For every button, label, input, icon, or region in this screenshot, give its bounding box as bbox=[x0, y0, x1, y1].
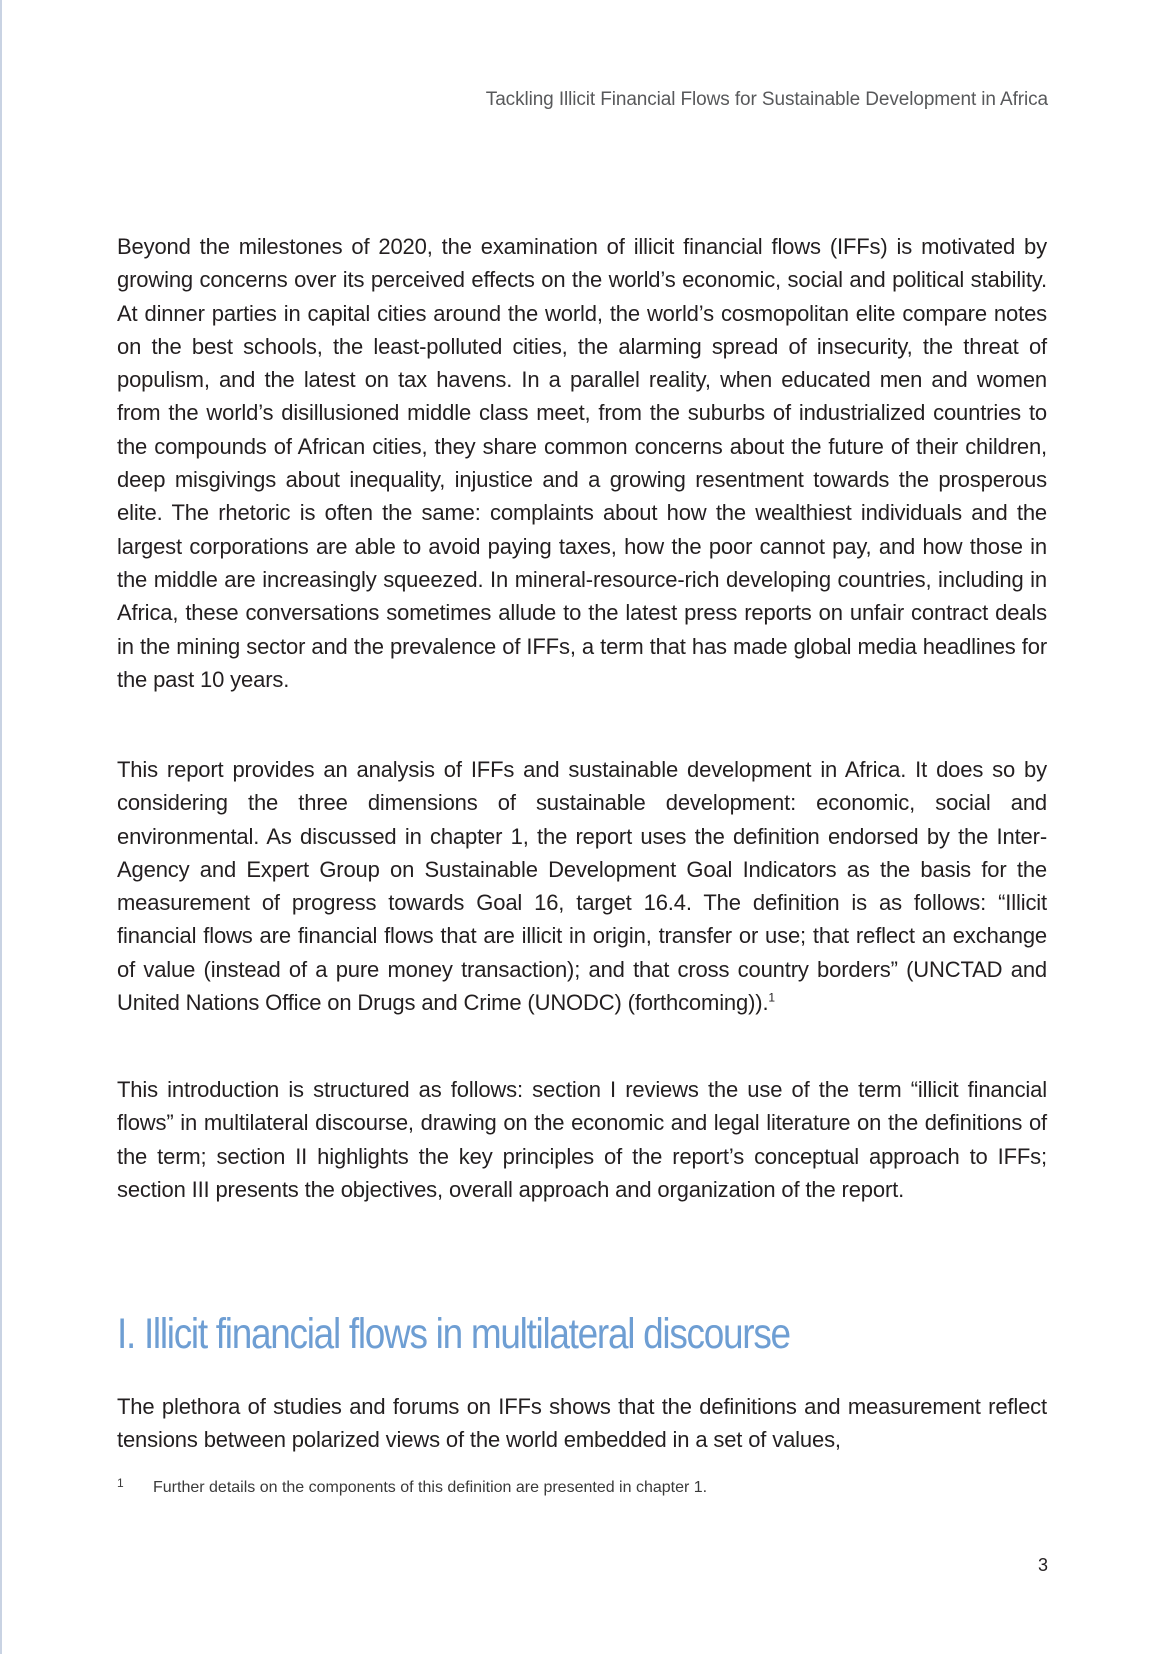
paragraph-intro: Beyond the milestones of 2020, the examination of illicit financial flows (IFFs) is motivated by growing concerns over its perceived effects on the world’s economic, social and political stability. At dinner parties in capital cities around the world, the world’s cosmopolitan elite compare notes on the best schools, the least-polluted cities, the alarming spread of insecurity, the threat of populism, and the latest on tax havens. In a parallel reality, when educated men and women from the world’s disillusioned middle class meet, from the suburbs of industrialized countries to the compounds of African cities, they share common concerns about the future of their children, deep misgivings about inequality, injustice and a growing resentment towards the prosperous elite. The rhetoric is often the same: complaints about how the wealthiest individuals and the largest corporations are able to avoid paying taxes, how the poor cannot pay, and how those in the middle are increasingly squeezed. In mineral-resource-rich developing countries, including in Africa, these conversations sometimes allude to the latest press reports on unfair contract deals in the mining sector and the prevalence of IFFs, a term that has made global media headlines for the past 10 years. bbox=[117, 234, 1047, 692]
footnote-number: 1 bbox=[117, 1476, 124, 1490]
paragraph-section-start: The plethora of studies and forums on IFFs shows that the definitions and measurement reflect tensions between polarized views of the world embedded in a set of values, bbox=[117, 1394, 1047, 1453]
paragraph-report-definition bbox=[117, 753, 1047, 1019]
footnote-reference[interactable]: 1 bbox=[768, 990, 775, 1005]
footnote-text: Further details on the components of this definition are presented in chapter 1. bbox=[153, 1479, 708, 1496]
section-heading: I. Illicit financial flows in multilateral discourse bbox=[117, 1310, 790, 1358]
paragraph-structure: This introduction is structured as follows: section I reviews the use of the term “illicit financial flows” in multilateral discourse, drawing on the economic and legal literature on the definitions of the term; section II highlights the key principles of the report’s conceptual approach to IFFs; section III presents the objectives, overall approach and organization of the report. bbox=[117, 1077, 1047, 1202]
running-header: Tackling Illicit Financial Flows for Sustainable Development in Africa bbox=[485, 89, 1048, 110]
page-number: 3 bbox=[1037, 1555, 1048, 1575]
page-left-rule bbox=[0, 0, 2, 1654]
paragraph-report-definition-text: This report provides an analysis of IFFs and sustainable development in Africa. It does so by considering the three dimensions of sustainable development: economic, social and environmental. As discussed in chapter 1, the report uses the definition endorsed by the Inter-Agency and Expert Group on Sustainable Development Goal Indicators as the basis for the measurement of progress towards Goal 16, target 16.4. The definition is as follows: “Illicit financial flows are financial flows that are illicit in origin, transfer or use; that reflect an exchange of value (instead of a pure money transaction); and that cross country borders” (UNCTAD and United Nations Office on Drugs and Crime (UNODC) (forthcoming)). bbox=[117, 757, 1047, 1016]
